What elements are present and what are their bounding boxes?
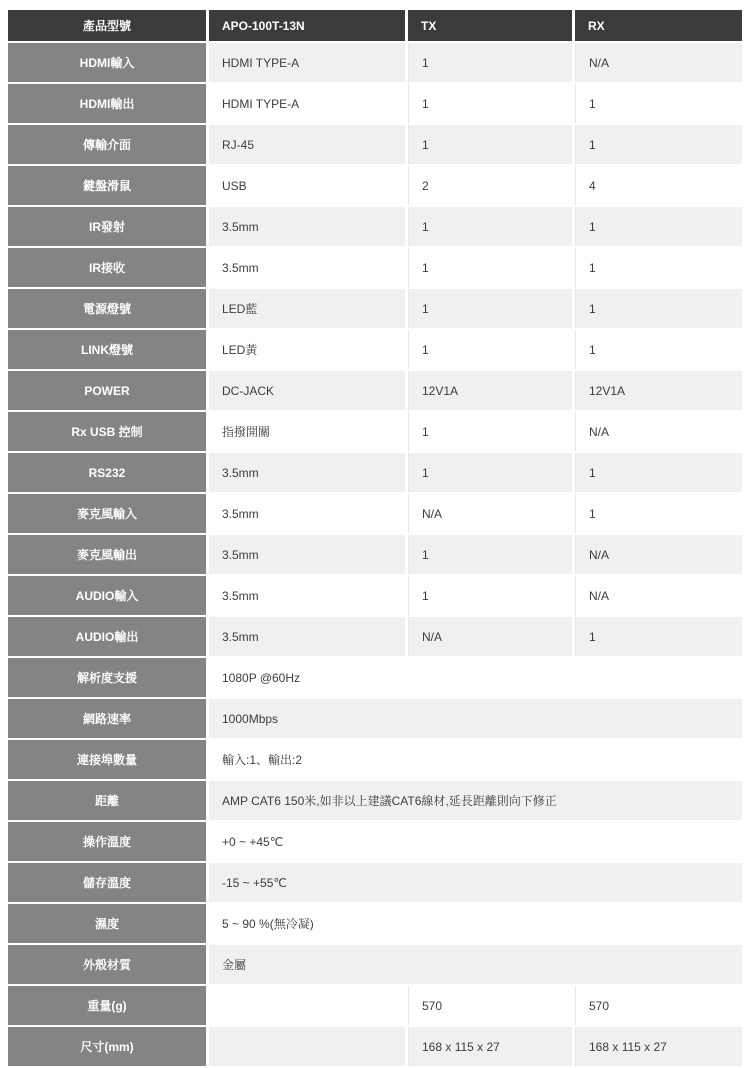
spec-row-value: 3.5mm [209,494,405,533]
table-row [8,740,742,779]
table-row [8,289,742,328]
table-row [8,904,742,943]
spec-row-value: DC-JACK [209,371,405,410]
spec-row-value [209,1027,405,1066]
table-row [8,535,742,574]
table-row [8,207,742,246]
table-row [8,371,742,410]
spec-row-rx-value: 1 [575,125,742,164]
spec-row-value: AMP CAT6 150米,如非以上建議CAT6線材,延長距離則向下修正 [209,781,742,820]
header-rx-label: RX [575,10,742,41]
spec-row-value: 3.5mm [209,576,405,615]
spec-row-value: -15 ~ +55℃ [209,863,742,902]
spec-row-value: 3.5mm [209,453,405,492]
spec-row-rx-value: 4 [575,166,742,205]
spec-row-value: 3.5mm [209,248,405,287]
spec-row-tx-value: 1 [408,84,572,123]
spec-row-tx-value: 1 [408,535,572,574]
spec-row-rx-value: N/A [575,576,742,615]
spec-row-tx-value: 1 [408,125,572,164]
spec-row-value: 1000Mbps [209,699,742,738]
spec-row-value: 1080P @60Hz [209,658,742,697]
spec-row-tx-value: 1 [408,207,572,246]
spec-row-label: 解析度支援 [8,658,206,697]
spec-row-tx-value: 1 [408,576,572,615]
product-spec-table [5,8,745,1068]
spec-row-rx-value: 1 [575,617,742,656]
spec-row-label: HDMI輸入 [8,43,206,82]
table-row [8,576,742,615]
spec-row-value: LED藍 [209,289,405,328]
spec-row-rx-value: 1 [575,84,742,123]
table-row [8,330,742,369]
spec-row-label: 網路速率 [8,699,206,738]
spec-row-label: 距離 [8,781,206,820]
table-row [8,412,742,451]
spec-row-value: +0 ~ +45℃ [209,822,742,861]
table-row [8,822,742,861]
spec-row-label: IR接收 [8,248,206,287]
spec-row-value: 金屬 [209,945,742,984]
table-row [8,248,742,287]
spec-row-value: 3.5mm [209,207,405,246]
spec-row-tx-value: 168 x 115 x 27 [408,1027,572,1066]
spec-row-tx-value: N/A [408,617,572,656]
spec-row-value: 輸入:1、輸出:2 [209,740,742,779]
header-tx-label: TX [408,10,572,41]
spec-row-tx-value: 1 [408,453,572,492]
spec-row-rx-value: 12V1A [575,371,742,410]
spec-row-label: 儲存溫度 [8,863,206,902]
spec-row-value: 指撥開關 [209,412,405,451]
table-row [8,781,742,820]
spec-row-label: AUDIO輸入 [8,576,206,615]
header-model-name: APO-100T-13N [209,10,405,41]
table-row [8,43,742,82]
table-row [8,617,742,656]
spec-row-rx-value: 1 [575,207,742,246]
spec-row-value [209,986,405,1025]
spec-row-rx-value: N/A [575,412,742,451]
spec-row-label: 鍵盤滑鼠 [8,166,206,205]
spec-row-rx-value: N/A [575,535,742,574]
spec-row-tx-value: N/A [408,494,572,533]
spec-row-label: AUDIO輸出 [8,617,206,656]
spec-row-label: 電源燈號 [8,289,206,328]
table-row [8,166,742,205]
spec-row-rx-value: 1 [575,289,742,328]
spec-row-rx-value: 1 [575,248,742,287]
spec-row-label: IR發射 [8,207,206,246]
spec-row-rx-value: 1 [575,453,742,492]
spec-row-value: USB [209,166,405,205]
spec-row-label: 連接埠數量 [8,740,206,779]
table-row [8,1027,742,1066]
spec-row-rx-value: 168 x 115 x 27 [575,1027,742,1066]
table-row [8,494,742,533]
spec-row-label: 麥克風輸入 [8,494,206,533]
table-row [8,125,742,164]
table-row [8,84,742,123]
spec-row-value: HDMI TYPE-A [209,84,405,123]
spec-row-label: 重量(g) [8,986,206,1025]
spec-row-label: LINK燈號 [8,330,206,369]
spec-row-label: RS232 [8,453,206,492]
spec-row-tx-value: 12V1A [408,371,572,410]
spec-row-value: 5 ~ 90 %(無冷凝) [209,904,742,943]
table-row [8,945,742,984]
spec-row-label: 操作溫度 [8,822,206,861]
spec-row-rx-value: 1 [575,330,742,369]
table-row [8,986,742,1025]
spec-row-tx-value: 1 [408,412,572,451]
spec-row-value: 3.5mm [209,535,405,574]
spec-row-tx-value: 2 [408,166,572,205]
spec-row-label: HDMI輸出 [8,84,206,123]
spec-row-tx-value: 1 [408,330,572,369]
spec-row-tx-value: 1 [408,248,572,287]
spec-row-label: 外殼材質 [8,945,206,984]
spec-row-label: 傳輸介面 [8,125,206,164]
spec-row-label: 麥克風輸出 [8,535,206,574]
spec-table-body [8,43,742,1066]
spec-row-tx-value: 570 [408,986,572,1025]
spec-row-rx-value: N/A [575,43,742,82]
spec-row-rx-value: 1 [575,494,742,533]
spec-header-row [8,10,742,41]
table-row [8,658,742,697]
spec-row-label: 濕度 [8,904,206,943]
spec-row-tx-value: 1 [408,43,572,82]
header-product-model-label: 產品型號 [8,10,206,41]
spec-row-label: Rx USB 控制 [8,412,206,451]
table-row [8,863,742,902]
table-row [8,453,742,492]
spec-row-rx-value: 570 [575,986,742,1025]
spec-row-value: LED黃 [209,330,405,369]
spec-row-value: HDMI TYPE-A [209,43,405,82]
spec-row-value: 3.5mm [209,617,405,656]
spec-row-label: 尺寸(mm) [8,1027,206,1066]
spec-row-value: RJ-45 [209,125,405,164]
spec-row-tx-value: 1 [408,289,572,328]
spec-row-label: POWER [8,371,206,410]
table-row [8,699,742,738]
